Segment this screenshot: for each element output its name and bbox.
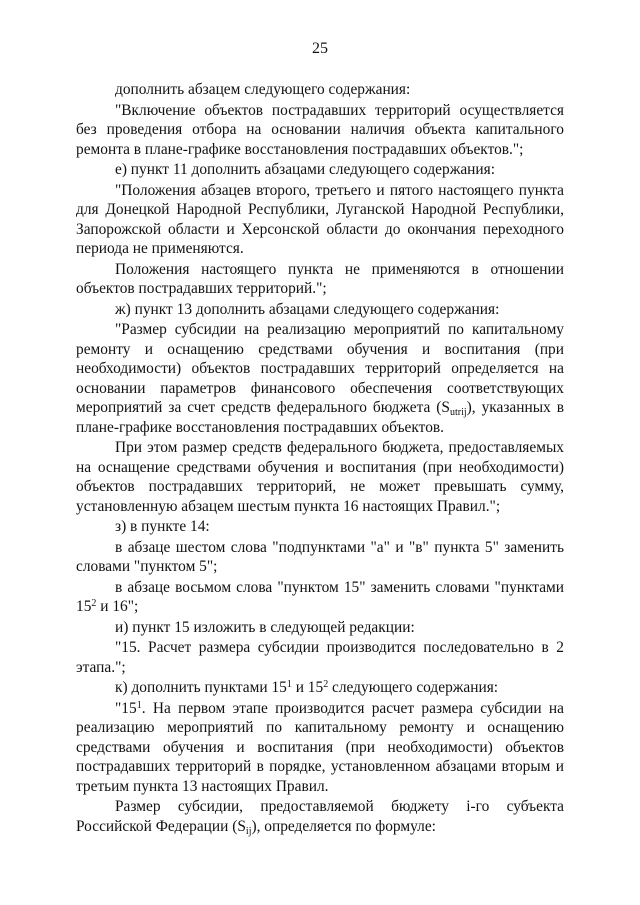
paragraph: дополнить абзацем следующего содержания: bbox=[115, 81, 411, 98]
paragraph: и) пункт 15 изложить в следующей редакции: bbox=[115, 618, 415, 636]
page-number: 25 bbox=[312, 40, 328, 57]
paragraph: При этом размер средств федерального бюджета, предоставляемых на оснащение средствами обучения и воспитания (при необходимости) объектов пострадавших территорий, не может превышать сумму, установленную абзацем шестым пункта 16 настоящих Правил."; bbox=[76, 439, 564, 515]
paragraph bbox=[76, 797, 564, 836]
paragraph: ж) пункт 13 дополнить абзацами следующего содержания: bbox=[115, 300, 500, 318]
subscript: utrij bbox=[449, 407, 467, 418]
text-run: ), определяется по формуле: bbox=[251, 817, 436, 835]
paragraph bbox=[76, 699, 564, 797]
text-run: и 15 bbox=[291, 679, 324, 696]
text-run: . На первом этапе производится расчет размера субсидии на реализацию мероприятий по капитальному ремонту и оснащению средствами обучения и воспитания (при необходимости) объектов пострадавших территорий в порядке, установленном абзацами вторым и третьим пункта 13 настоящих Правил. bbox=[76, 699, 564, 795]
text-run: к) дополнить пунктами 15 bbox=[115, 679, 287, 696]
superscript: 2 bbox=[91, 598, 97, 609]
superscript: 2 bbox=[323, 679, 329, 690]
paragraph: з) в пункте 14: bbox=[115, 518, 210, 535]
text-run: Размер субсидии, предоставляемой бюджету i-го субъекта Российской Федерации (S bbox=[76, 798, 564, 835]
text-run: следующего содержания: bbox=[328, 679, 499, 696]
paragraph: "15. Расчет размера субсидии производится последовательно в 2 этапа."; bbox=[76, 639, 564, 676]
paragraph: Положения настоящего пункта не применяются в отношении объектов пострадавших территорий."; bbox=[76, 260, 564, 297]
superscript: 1 bbox=[136, 699, 142, 711]
paragraph bbox=[76, 678, 564, 698]
text-run: в абзаце восьмом слова "пунктом 15" заменить словами "пунктами 15 bbox=[76, 578, 564, 615]
subscript: ij bbox=[245, 825, 252, 837]
text-run: и 16"; bbox=[96, 598, 139, 615]
paragraph bbox=[76, 320, 564, 437]
document-body bbox=[76, 80, 564, 836]
text-run: ), указанных в плане-графике восстановления пострадавших объектов. bbox=[76, 399, 564, 436]
paragraph bbox=[76, 578, 564, 617]
paragraph: е) пункт 11 дополнить абзацами следующего содержания: bbox=[115, 161, 496, 178]
superscript: 1 bbox=[286, 679, 292, 690]
paragraph: "Включение объектов пострадавших территорий осуществляется без проведения отбора на основании наличия объекта капитального ремонта в плане-графике восстановления пострадавших объектов."; bbox=[76, 101, 564, 158]
paragraph: в абзаце шестом слова "подпунктами "а" и "в" пункта 5" заменить словами "пунктом 5"; bbox=[76, 538, 564, 575]
text-run: "15 bbox=[115, 699, 137, 717]
text-run: "Размер субсидии на реализацию мероприятий по капитальному ремонту и оснащению средствами обучения и воспитания (при необходимости) объектов пострадавших территорий определяется на основании параметров финансового обеспечения соответствующих мероприятий за счет средств федерального бюджета (S bbox=[76, 321, 564, 416]
paragraph: "Положения абзацев второго, третьего и пятого настоящего пункта для Донецкой Народной Республики, Луганской Народной Республики, Запорожской области и Херсонской области до окончания переходного периода не применяются. bbox=[76, 181, 564, 257]
